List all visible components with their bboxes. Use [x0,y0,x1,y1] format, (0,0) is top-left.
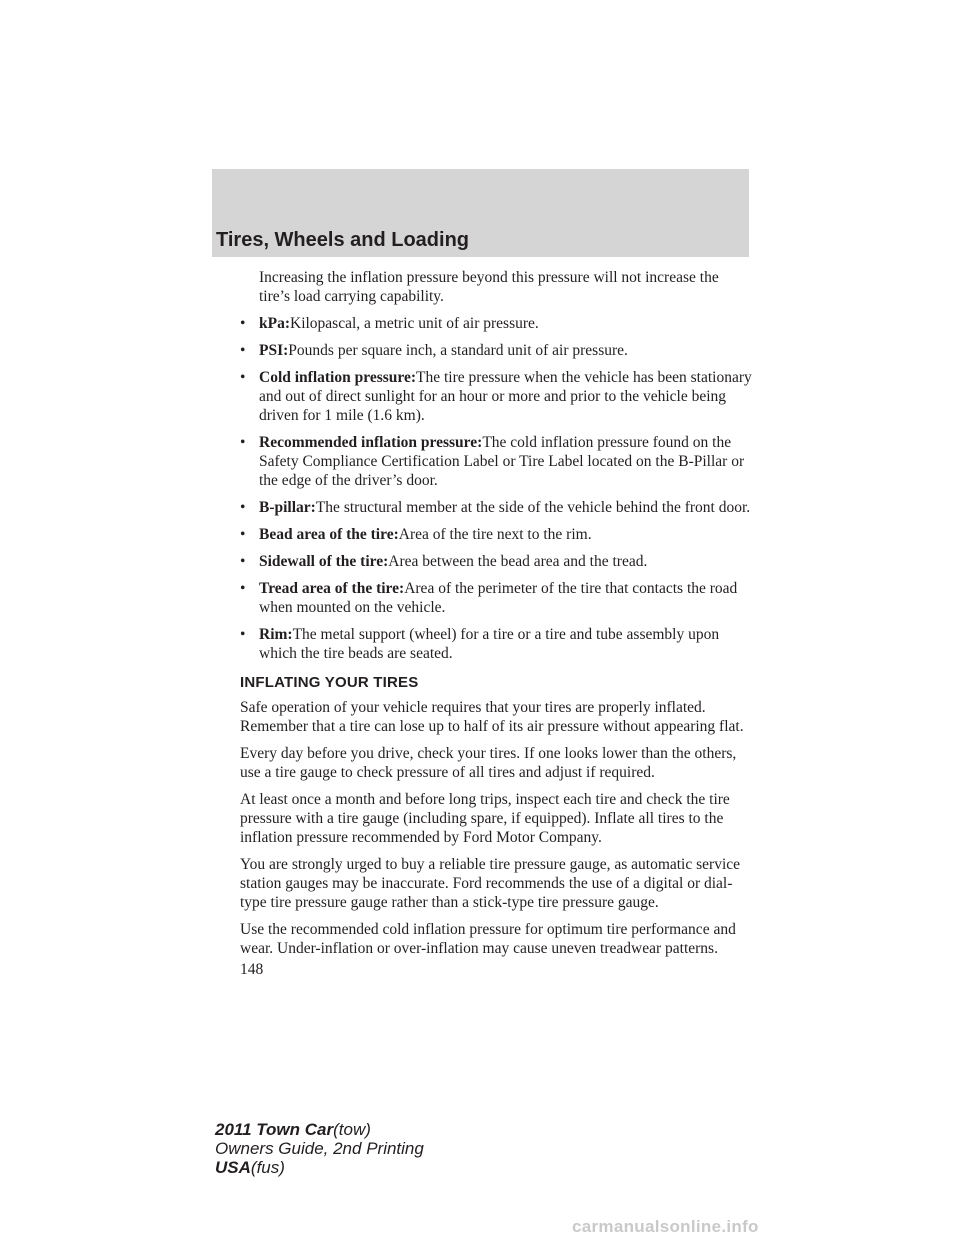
definition-text: Area of the perimeter of the tire that contacts the road when mounted on the vehicle. [259,580,738,616]
definition-term: Recommended inflation pressure: [259,434,483,451]
body-paragraph: Safe operation of your vehicle requires that your tires are properly inflated. Remember that a tire can lose up to half of its air pressure without appearing flat. [240,699,744,735]
definition-item [240,552,752,571]
bullet-icon: • [240,369,246,386]
bullet-icon: • [240,499,246,516]
definition-text: Pounds per square inch, a standard unit of air pressure. [288,342,628,359]
footer-line-model [215,1120,424,1139]
definition-item [240,314,752,333]
footer-model: 2011 Town Car [215,1120,334,1139]
bullet-icon: • [240,553,246,570]
definition-term: PSI: [259,342,289,359]
definition-term: Tread area of the tire: [259,580,405,597]
definition-term: Sidewall of the tire: [259,553,389,570]
bullet-icon: • [240,626,246,643]
footer-market: USA [215,1158,251,1177]
definition-term: Rim: [259,626,293,643]
definition-text: Kilopascal, a metric unit of air pressure. [290,315,539,332]
definition-item [240,498,752,517]
body-paragraph: At least once a month and before long trips, inspect each tire and check the tire pressure with a tire gauge (including spare, if equipped). Inflate all tires to the inflation pressure recommended by Ford Motor Company. [240,791,730,846]
definition-item [240,368,752,425]
footer-line-market [215,1158,424,1177]
definition-term: Bead area of the tire: [259,526,399,543]
definition-text: Area between the bead area and the tread. [388,553,648,570]
definition-term: B-pillar: [259,499,316,516]
body-paragraph: Use the recommended cold inflation pressure for optimum tire performance and wear. Under-inflation or over-inflation may cause uneven treadwear patterns. [240,921,736,957]
intro-paragraph: Increasing the inflation pressure beyond this pressure will not increase the tire’s load carrying capability. [259,269,719,305]
definition-text: Area of the tire next to the rim. [398,526,592,543]
watermark: carmanualsonline.info [572,1217,759,1236]
definition-text: The metal support (wheel) for a tire or a tire and tube assembly upon which the tire beads are seated. [259,626,720,662]
page-content [240,268,752,979]
definition-item [240,525,752,544]
section-header-band [212,169,749,257]
footer-market-code: (fus) [250,1158,285,1177]
body-paragraph: Every day before you drive, check your tires. If one looks lower than the others, use a tire gauge to check pressure of all tires and adjust if required. [240,745,737,781]
bullet-icon: • [240,315,246,332]
definition-term: Cold inflation pressure: [259,369,417,386]
bullet-icon: • [240,580,246,597]
section-title: Tires, Wheels and Loading [216,229,470,251]
definition-item [240,625,752,663]
definition-text: The cold inflation pressure found on the Safety Compliance Certification Label or Tire Label located on the B-Pillar or the edge of the driver’s door. [259,434,745,489]
bullet-icon: • [240,434,246,451]
definition-item [240,433,752,490]
definition-item [240,579,752,617]
page-number: 148 [240,961,264,978]
definitions-list [240,314,752,663]
document-footer [215,1120,424,1177]
definition-item [240,341,752,360]
bullet-icon: • [240,526,246,543]
definition-text: The tire pressure when the vehicle has been stationary and out of direct sunlight for an hour or more and prior to the vehicle being driven for 1 mile (1.6 km). [259,369,752,424]
definition-term: kPa: [259,315,290,332]
section-heading: INFLATING YOUR TIRES [240,674,419,691]
body-paragraph: You are strongly urged to buy a reliable tire pressure gauge, as automatic service station gauges may be inaccurate. Ford recommends the use of a digital or dial-type tire pressure gauge rather than a stick-type tire pressure gauge. [240,856,741,911]
footer-model-code: (tow) [333,1120,371,1139]
bullet-icon: • [240,342,246,359]
footer-line-guide: Owners Guide, 2nd Printing [215,1139,424,1158]
definition-text: The structural member at the side of the vehicle behind the front door. [315,499,751,516]
